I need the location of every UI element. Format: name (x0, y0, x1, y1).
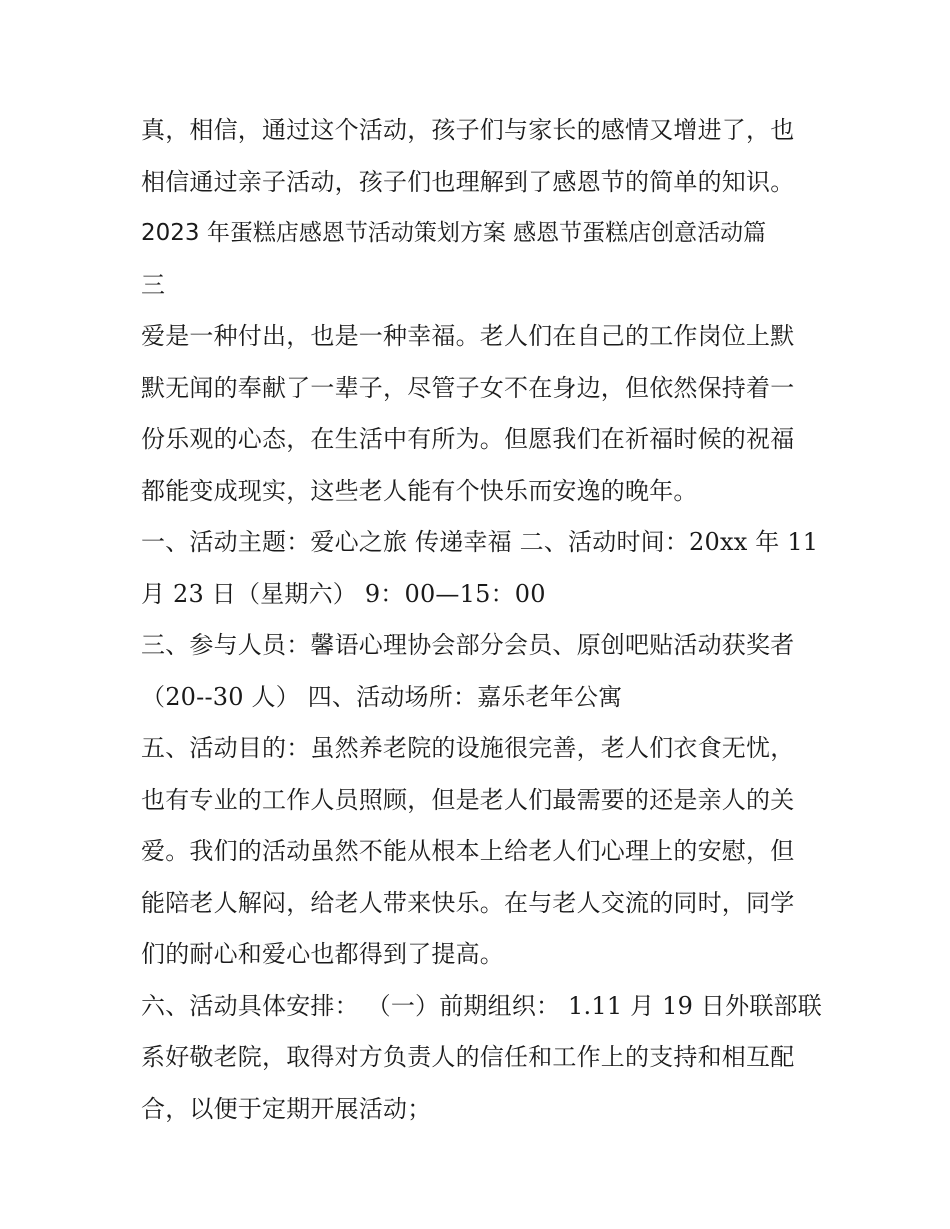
body-line-7: 份乐观的心态，在生活中有所为。但愿我们在祈福时候的祝福 (141, 425, 795, 453)
body-line-14: 也有专业的工作人员照顾，但是老人们最需要的还是亲人的关 (141, 785, 795, 814)
body-line-16: 能陪老人解闷，给老人带来快乐。在与老人交流的同时，同学 (141, 888, 795, 917)
document-body (141, 108, 821, 1138)
body-line-1: 真，相信，通过这个活动，孩子们与家长的感情又增进了，也 (141, 116, 795, 144)
body-line-19: 系好敬老院，取得对方负责人的信任和工作上的支持和相互配 (141, 1043, 795, 1071)
participants-and-venue: （20--30 人） 四、活动场所：嘉乐老年公寓 (141, 682, 623, 711)
body-line-5: 爱是一种付出，也是一种幸福。老人们在自己的工作岗位上默 (141, 322, 795, 350)
body-line-15: 爱。我们的活动虽然不能从根本上给老人们心理上的安慰，但 (141, 837, 795, 865)
participants: 三、参与人员：馨语心理协会部分会员、原创吧贴活动获奖者 (141, 631, 795, 659)
section-heading: 2023 年蛋糕店感恩节活动策划方案 感恩节蛋糕店创意活动篇 (141, 220, 767, 246)
activity-theme-and-time: 一、活动主题：爱心之旅 传递幸福 二、活动时间：20xx 年 11 (141, 528, 819, 556)
section-heading-continued: 三 (141, 270, 166, 299)
activity-time-continued: 月 23 日（星期六） 9：00—15：00 (141, 579, 546, 608)
body-line-2: 相信通过亲子活动，孩子们也理解到了感恩节的简单的知识。 (141, 167, 795, 196)
body-line-20: 合，以便于定期开展活动； (141, 1094, 432, 1123)
body-line-8: 都能变成现实，这些老人能有个快乐而安逸的晚年。 (141, 476, 698, 505)
activity-arrangement: 六、活动具体安排： （一）前期组织： 1.11 月 19 日外联部联 (141, 991, 822, 1020)
activity-purpose: 五、活动目的：虽然养老院的设施很完善，老人们衣食无忧， (141, 734, 795, 762)
body-line-6: 默无闻的奉献了一辈子，尽管子女不在身边，但依然保持着一 (141, 373, 795, 402)
body-line-17: 们的耐心和爱心也都得到了提高。 (141, 940, 504, 968)
